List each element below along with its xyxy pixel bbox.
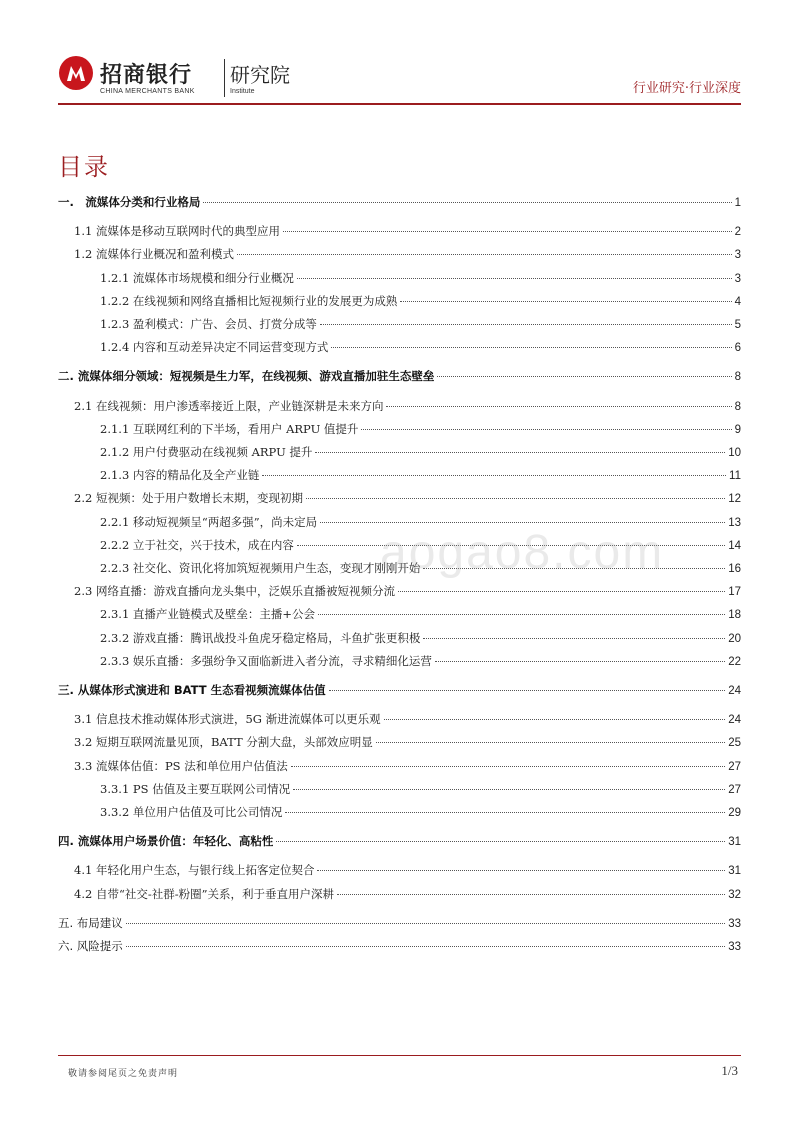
footer-rule	[58, 1055, 741, 1056]
toc-dot-leader	[293, 789, 725, 790]
toc-dot-leader	[318, 614, 725, 615]
toc-entry-title: 2.1.3 内容的精品化及全产业链	[100, 468, 260, 482]
toc-page-number: 29	[728, 807, 741, 819]
toc-entry[interactable]	[58, 367, 741, 385]
toc-page-number: 20	[728, 633, 741, 645]
toc-dot-leader	[437, 376, 731, 377]
toc-dot-leader	[320, 324, 732, 325]
toc-entry-title: 1.2.1 流媒体市场规模和细分行业概况	[100, 271, 294, 285]
toc-page-number: 33	[728, 941, 741, 953]
toc-page-number: 3	[734, 273, 741, 285]
toc-page-number: 6	[734, 342, 741, 354]
toc-page-number: 24	[728, 685, 741, 697]
toc-page-number: 33	[728, 918, 741, 930]
toc-entry-title: 4.2 自带“社交-社群-粉圈”关系，利于垂直用户深耕	[74, 887, 334, 901]
toc-entry-title: 二. 流媒体细分领域：短视频是生力军，在线视频、游戏直播加驻生态壁垒	[58, 369, 435, 383]
toc-dot-leader	[329, 690, 726, 691]
toc-entry-title: 3.3 流媒体估值：PS 法和单位用户估值法	[74, 759, 288, 773]
toc-page-number: 3	[734, 249, 741, 261]
toc-dot-leader	[306, 498, 725, 499]
toc-entry[interactable]	[74, 885, 741, 903]
bank-name-en: CHINA MERCHANTS BANK	[100, 88, 195, 95]
toc-page-number: 14	[728, 540, 741, 552]
toc-entry[interactable]	[100, 803, 741, 821]
toc-dot-leader	[376, 742, 725, 743]
toc-entry-title: 3.3.2 单位用户估值及可比公司情况	[100, 805, 283, 819]
toc-entry-title: 2.1.2 用户付费驱动在线视频 ARPU 提升	[100, 445, 313, 459]
toc-entry[interactable]	[74, 397, 741, 415]
toc-dot-leader	[315, 452, 725, 453]
toc-dot-leader	[320, 522, 725, 523]
footer-page-number: 1/3	[721, 1063, 738, 1078]
toc-page-number: 17	[728, 586, 741, 598]
toc-page-number: 32	[728, 889, 741, 901]
toc-entry-title: 一. 流媒体分类和行业格局	[58, 195, 201, 209]
toc-page-number: 16	[728, 563, 741, 575]
toc-page-number: 8	[734, 401, 741, 413]
toc-dot-leader	[126, 946, 725, 947]
toc-entry-title: 2.1 在线视频：用户渗透率接近上限，产业链深耕是未来方向	[74, 399, 384, 413]
toc-dot-leader	[435, 661, 725, 662]
toc-entry[interactable]	[74, 757, 741, 775]
toc-entry-title: 2.2.3 社交化、资讯化将加筑短视频用户生态，变现才刚刚开始	[100, 561, 421, 575]
toc-entry-title: 2.3 网络直播：游戏直播向龙头集中，泛娱乐直播被短视频分流	[74, 584, 395, 598]
footer-disclaimer: 敬请参阅尾页之免责声明	[68, 1069, 179, 1079]
toc-entry-title: 2.2.2 立于社交，兴于技术，成在内容	[100, 538, 294, 552]
toc-entry[interactable]	[58, 193, 741, 211]
toc-entry[interactable]	[100, 780, 741, 798]
header-rule	[58, 103, 741, 105]
toc-page-number: 25	[728, 737, 741, 749]
toc-entry[interactable]	[58, 832, 741, 850]
institute-name-cn: 研究院	[230, 63, 290, 87]
toc-page-number: 27	[728, 784, 741, 796]
toc-dot-leader	[386, 406, 731, 407]
toc-entry[interactable]	[100, 652, 741, 670]
toc-page-number: 13	[728, 517, 741, 529]
toc-entry-title: 3.1 信息技术推动媒体形式演进，5G 渐进流媒体可以更乐观	[74, 712, 381, 726]
toc-page-number: 18	[728, 609, 741, 621]
toc-page-number: 31	[728, 836, 741, 848]
toc-entry[interactable]	[74, 582, 741, 600]
toc-title: 目录	[58, 153, 110, 181]
toc-dot-leader	[126, 923, 725, 924]
toc-entry-title: 1.2 流媒体行业概况和盈利模式	[74, 247, 234, 261]
watermark: aogao8.com	[380, 526, 665, 579]
toc-dot-leader	[285, 812, 725, 813]
toc-page-number: 10	[728, 447, 741, 459]
institute-name-en: Institute	[230, 88, 255, 95]
toc-entry[interactable]	[74, 245, 741, 263]
toc-entry[interactable]	[74, 733, 741, 751]
toc-page-number: 22	[728, 656, 741, 668]
toc-dot-leader	[317, 870, 725, 871]
toc-page-number: 2	[734, 226, 741, 238]
toc-entry[interactable]	[58, 681, 741, 699]
toc-entry-title: 2.3.2 游戏直播：腾讯战投斗鱼虎牙稳定格局，斗鱼扩张更积极	[100, 631, 421, 645]
toc-dot-leader	[237, 254, 732, 255]
toc-dot-leader	[400, 301, 731, 302]
toc-entry-title: 2.3.1 直播产业链模式及壁垒：主播+公会	[100, 607, 316, 621]
toc-page-number: 5	[734, 319, 741, 331]
toc-entry-title: 1.1 流媒体是移动互联网时代的典型应用	[74, 224, 280, 238]
toc-dot-leader	[384, 719, 726, 720]
toc-entry[interactable]	[58, 914, 741, 932]
toc-entry-title: 2.2 短视频：处于用户数增长末期，变现初期	[74, 491, 303, 505]
toc-entry[interactable]	[100, 443, 741, 461]
toc-page-number: 27	[728, 761, 741, 773]
toc-entry-title: 1.2.4 内容和互动差异决定不同运营变现方式	[100, 340, 329, 354]
toc-entry-title: 4.1 年轻化用户生态，与银行线上拓客定位契合	[74, 863, 315, 877]
toc-entry[interactable]	[100, 338, 741, 356]
toc-entry[interactable]	[100, 315, 741, 333]
toc-dot-leader	[276, 841, 725, 842]
toc-entry[interactable]	[74, 710, 741, 728]
toc-entry-title: 六. 风险提示	[58, 939, 123, 953]
toc-page-number: 1	[734, 197, 741, 209]
toc-entry-title: 四. 流媒体用户场景价值：年轻化、高粘性	[58, 834, 274, 848]
toc-page-number: 11	[729, 470, 741, 482]
report-category: 行业研究·行业深度	[632, 81, 741, 96]
toc-page-number: 4	[734, 296, 741, 308]
toc-dot-leader	[297, 278, 732, 279]
toc-page-number: 9	[734, 424, 741, 436]
toc-dot-leader	[262, 475, 726, 476]
toc-entry[interactable]	[100, 420, 741, 438]
toc-page-number: 31	[728, 865, 741, 877]
toc-entry[interactable]	[100, 292, 741, 310]
toc-entry[interactable]	[100, 269, 741, 287]
toc-entry[interactable]	[100, 605, 741, 623]
toc-entry[interactable]	[58, 937, 741, 955]
toc-dot-leader	[203, 202, 731, 203]
toc-entry[interactable]	[74, 489, 741, 507]
cmb-logo-icon	[58, 55, 94, 91]
toc-entry[interactable]	[100, 629, 741, 647]
page-header	[58, 55, 741, 105]
toc-entry-title: 1.2.3 盈利模式：广告、会员、打赏分成等	[100, 317, 317, 331]
toc-dot-leader	[398, 591, 725, 592]
toc-dot-leader	[291, 766, 725, 767]
logo-divider	[224, 59, 225, 97]
toc-entry-title: 三. 从媒体形式演进和 BATT 生态看视频流媒体估值	[58, 683, 326, 697]
toc-page-number: 12	[728, 493, 741, 505]
toc-entry[interactable]	[100, 466, 741, 484]
toc-entry-title: 1.2.2 在线视频和网络直播相比短视频行业的发展更为成熟	[100, 294, 398, 308]
toc-page-number: 8	[734, 371, 741, 383]
toc-dot-leader	[423, 638, 725, 639]
toc-entry-title: 2.3.3 娱乐直播：多强纷争又面临新进入者分流，寻求精细化运营	[100, 654, 432, 668]
toc-dot-leader	[361, 429, 731, 430]
toc-entry[interactable]	[74, 222, 741, 240]
bank-name-cn: 招商银行	[100, 63, 193, 88]
toc-entry-title: 3.2 短期互联网流量见顶，BATT 分割大盘，头部效应明显	[74, 735, 373, 749]
toc-dot-leader	[331, 347, 731, 348]
toc-entry[interactable]	[74, 861, 741, 879]
toc-entry-title: 五. 布局建议	[58, 916, 123, 930]
toc-entry-title: 3.3.1 PS 估值及主要互联网公司情况	[100, 782, 291, 796]
toc-page-number: 24	[728, 714, 741, 726]
toc-entry-title: 2.2.1 移动短视频呈“两超多强”，尚未定局	[100, 515, 318, 529]
toc-entry-title: 2.1.1 互联网红利的下半场，看用户 ARPU 值提升	[100, 422, 359, 436]
toc-dot-leader	[337, 894, 725, 895]
toc-dot-leader	[283, 231, 732, 232]
